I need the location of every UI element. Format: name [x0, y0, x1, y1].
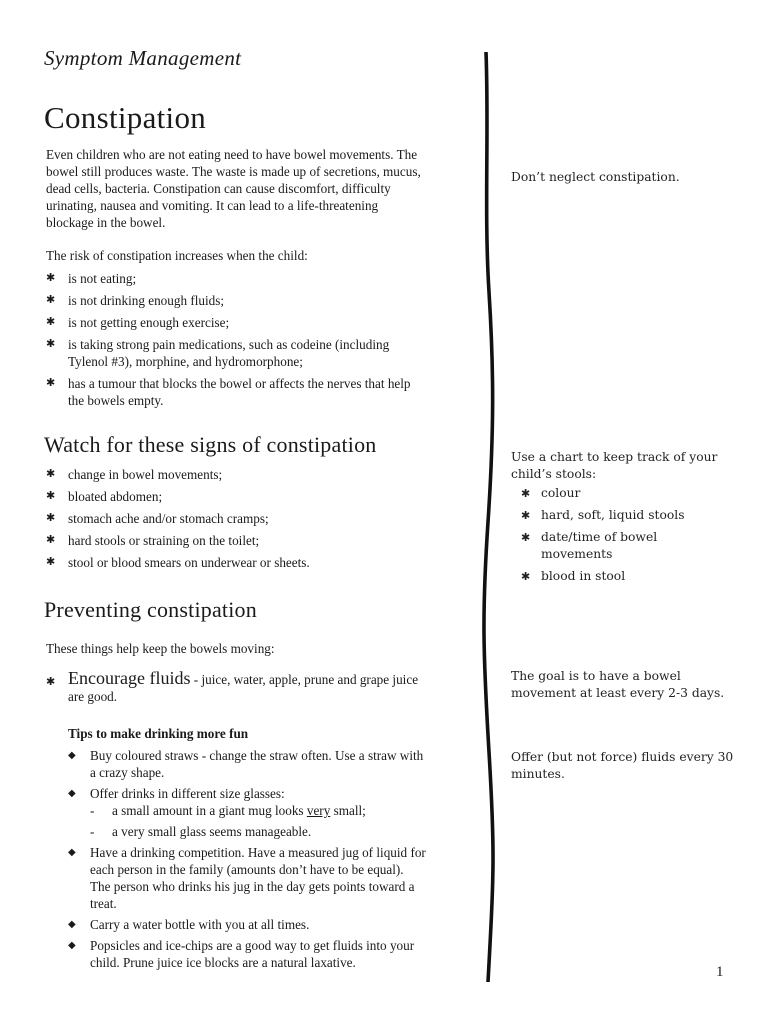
star-bullet-icon: ✱: [46, 272, 56, 284]
list-item: ✱ bloated abdomen;: [46, 489, 163, 504]
page-number: 1: [716, 964, 724, 980]
prevent-intro: These things help keep the bowels moving:: [46, 641, 275, 656]
diamond-bullet-icon: ◆: [68, 750, 76, 761]
list-item: ✱ colour: [521, 486, 581, 500]
chart-list: [511, 485, 741, 585]
section-label: Symptom Management: [44, 46, 242, 70]
risk-section: [46, 247, 426, 414]
star-bullet-icon: ✱: [46, 534, 56, 546]
star-bullet-icon: ✱: [521, 487, 531, 500]
wavy-divider: [480, 52, 504, 982]
star-bullet-icon: ✱: [46, 556, 56, 568]
dash-bullet-icon: -: [90, 803, 95, 818]
diamond-bullet-icon: ◆: [68, 940, 76, 951]
star-bullet-icon: ✱: [46, 294, 56, 306]
sidebar-offer-note: Offer (but not force) fluids every 30 minutes.: [511, 750, 734, 781]
star-bullet-icon: ✱: [521, 570, 531, 583]
list-item: ◆ Have a drinking competition. Have a measured jug of liquid for each person in the family (amounts don’t have to be equal). The person who drinks his jug in the day gets points toward a treat.: [68, 845, 426, 911]
star-bullet-icon: ✱: [46, 676, 56, 688]
list-item: ✱ change in bowel movements;: [46, 467, 223, 482]
signs-list: [46, 466, 426, 571]
list-item: ✱ hard, soft, liquid stools: [521, 508, 685, 522]
diamond-bullet-icon: ◆: [68, 788, 76, 799]
fluids-section: [46, 670, 426, 710]
tips-list: [68, 747, 426, 971]
watch-heading: Watch for these signs of constipation: [44, 432, 377, 457]
list-item: ✱ date/time of bowel movements: [521, 530, 658, 561]
list-item: ✱ hard stools or straining on the toilet;: [46, 533, 260, 548]
star-bullet-icon: ✱: [46, 377, 56, 389]
fluids-list: [46, 670, 426, 705]
diamond-bullet-icon: ◆: [68, 919, 76, 930]
glass-sub-list: [90, 802, 426, 840]
list-item: ✱ is not eating;: [46, 271, 137, 286]
list-item: [46, 670, 426, 705]
list-item: ✱ stool or blood smears on underwear or sheets.: [46, 555, 310, 570]
sidebar-chart-note: [511, 449, 741, 590]
list-item: ✱ has a tumour that blocks the bowel or affects the nerves that help the bowels empty.: [46, 376, 411, 408]
star-bullet-icon: ✱: [46, 338, 56, 350]
page-title: Constipation: [44, 100, 207, 135]
sidebar-goal-note: The goal is to have a bowel movement at least every 2-3 days.: [511, 669, 725, 700]
fluids-heading: Encourage fluids: [68, 668, 191, 688]
list-item: ✱ is not drinking enough fluids;: [46, 293, 225, 308]
risk-intro: The risk of constipation increases when the child:: [46, 248, 308, 263]
list-item: ◆ Carry a water bottle with you at all times.: [68, 917, 310, 932]
list-item: ◆ Buy coloured straws - change the straw often. Use a straw with a crazy shape.: [68, 748, 424, 780]
star-bullet-icon: ✱: [46, 316, 56, 328]
dash-bullet-icon: -: [90, 824, 95, 839]
star-bullet-icon: ✱: [46, 512, 56, 524]
signs-section: [46, 466, 426, 576]
star-bullet-icon: ✱: [46, 490, 56, 502]
sidebar-note-neglect: Don’t neglect constipation.: [511, 170, 680, 184]
tips-title: Tips to make drinking more fun: [68, 726, 249, 741]
star-bullet-icon: ✱: [521, 509, 531, 522]
fluids-text: - juice, water, apple, prune and grape juice are good.: [68, 672, 419, 704]
star-bullet-icon: ✱: [46, 468, 56, 480]
list-item: ◆ Popsicles and ice-chips are a good way to get fluids into your child. Prune juice ice blocks are a natural laxative.: [68, 938, 415, 970]
risk-list: [46, 270, 426, 409]
list-item: ✱ stomach ache and/or stomach cramps;: [46, 511, 269, 526]
list-item: ✱ is taking strong pain medications, such as codeine (including Tylenol #3), morphine, and hydromorphone;: [46, 337, 390, 369]
list-item: - a very small glass seems manageable.: [90, 824, 312, 839]
tips-section: [68, 725, 426, 975]
chart-intro: Use a chart to keep track of your child’s stools:: [511, 450, 718, 481]
list-item: - a small amount in a giant mug looks very small;: [90, 803, 366, 818]
list-item: ✱ is not getting enough exercise;: [46, 315, 230, 330]
diamond-bullet-icon: ◆: [68, 847, 76, 858]
list-item: ◆ Offer drinks in different size glasses: - a small amount in a giant mug looks very small; - a very small glass seems manageable.: [68, 785, 426, 840]
prevent-heading: Preventing constipation: [44, 597, 257, 622]
list-item: ✱ blood in stool: [521, 569, 626, 583]
star-bullet-icon: ✱: [521, 531, 531, 544]
intro-paragraph: Even children who are not eating need to have bowel movements. The bowel still produces waste. The waste is made up of secretions, mucus, dead cells, bacteria. Constipation can cause discomfort, difficulty urinating, nausea and vomiting. It can lead to a life-threatening blockage in the bowel.: [46, 147, 421, 230]
